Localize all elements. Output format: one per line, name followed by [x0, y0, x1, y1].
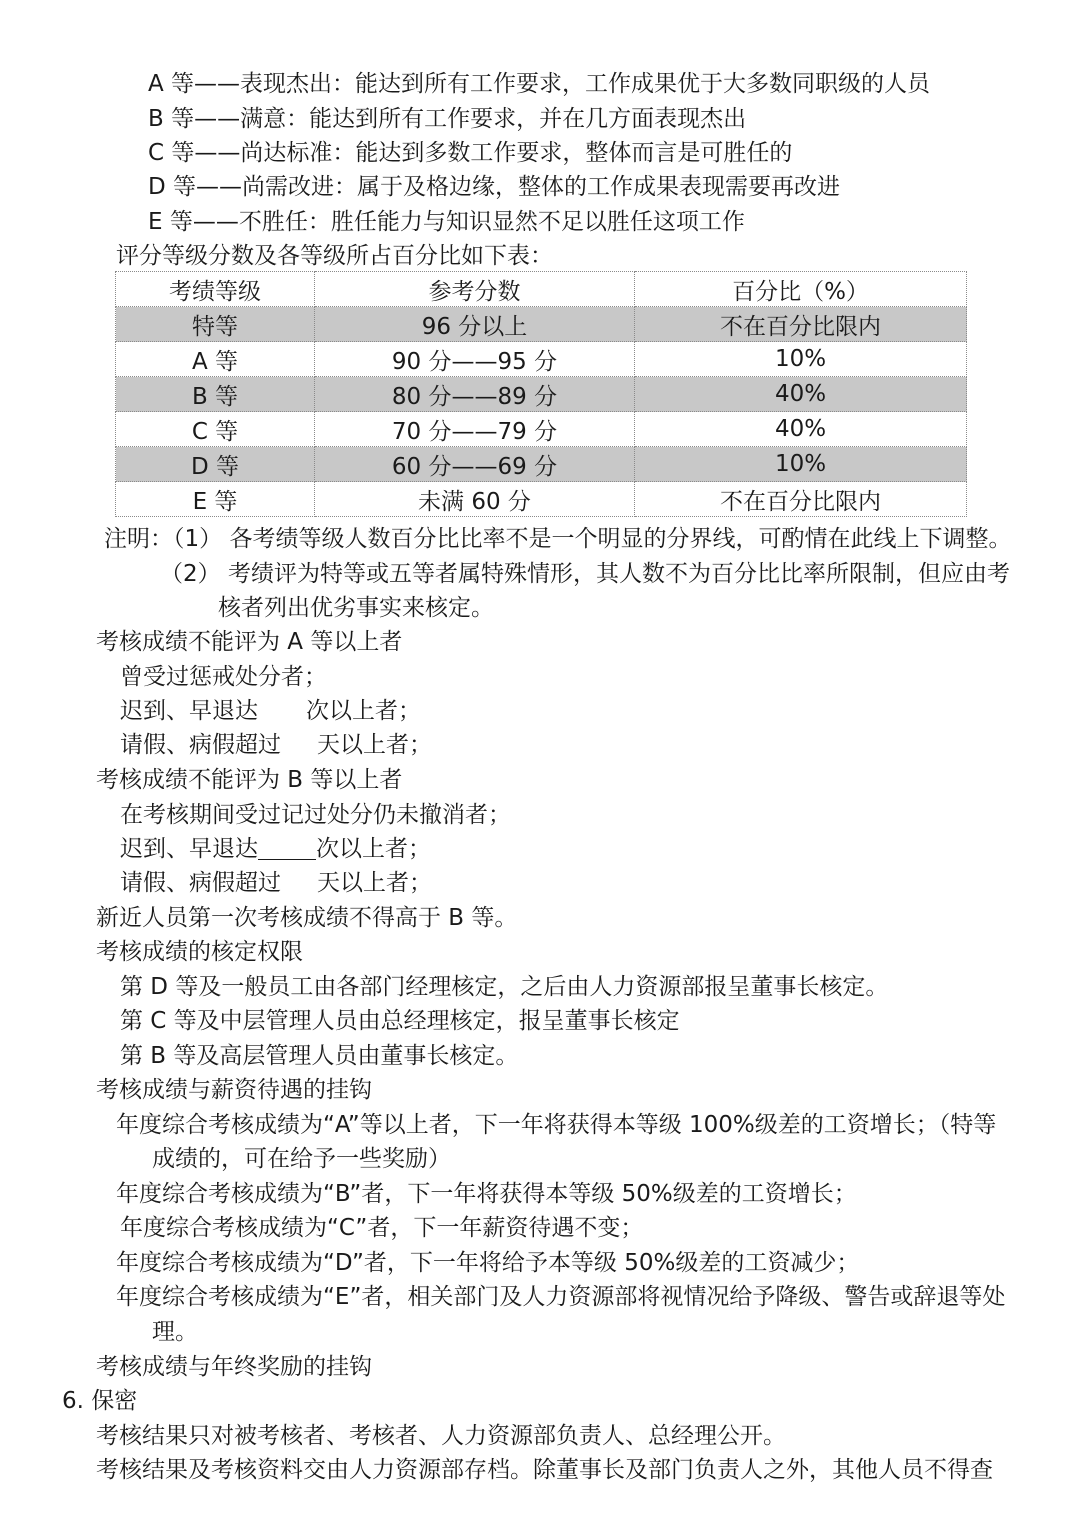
table-row — [116, 377, 967, 412]
section-heading: 考核成绩不能评为 A 等以上者 — [96, 629, 403, 655]
list-item: 第 B 等及高层管理人员由董事长核定。 — [120, 1043, 519, 1069]
table-cell: 90 分——95 分 — [315, 342, 635, 377]
list-item — [120, 730, 432, 760]
column-header: 考绩等级 — [116, 272, 315, 307]
section-heading: 考核成绩与年终奖励的挂钩 — [96, 1354, 372, 1380]
table-row — [116, 482, 967, 517]
table-row — [116, 307, 967, 342]
grade-definition: B 等——满意：能达到所有工作要求，并在几方面表现杰出 — [148, 106, 747, 132]
item-text: 天以上者； — [317, 870, 432, 896]
table-cell: 70 分——79 分 — [315, 412, 635, 447]
table-row — [116, 412, 967, 447]
grade-definition: D 等——尚需改进：属于及格边缘，整体的工作成果表现需要再改进 — [148, 174, 841, 200]
list-item — [120, 834, 431, 864]
table-intro: 评分等级分数及各等级所占百分比如下表： — [116, 243, 553, 269]
note-2-continued: 核者列出优劣事实来核定。 — [218, 595, 494, 621]
list-item: 年度综合考核成绩为“E”者，相关部门及人力资源部将视情况给予降级、警告或辞退等处 — [116, 1284, 1006, 1310]
newcomer-rule: 新近人员第一次考核成绩不得高于 B 等。 — [96, 905, 518, 931]
list-item — [120, 696, 421, 726]
grade-definition: C 等——尚达标准：能达到多数工作要求，整体而言是可胜任的 — [148, 140, 793, 166]
list-item: 第 C 等及中层管理人员由总经理核定，报呈董事长核定 — [120, 1008, 680, 1034]
column-header: 百分比（%） — [635, 272, 967, 307]
table-cell: 10% — [635, 447, 967, 482]
grade-definition: A 等——表现杰出：能达到所有工作要求，工作成果优于大多数同职级的人员 — [148, 71, 931, 97]
list-item — [120, 868, 432, 898]
item-text: 请假、病假超过 — [120, 870, 281, 896]
section-heading: 考核成绩的核定权限 — [96, 939, 303, 965]
list-item-continued: 成绩的，可在给予一些奖励） — [152, 1146, 451, 1172]
item-text: 天以上者； — [317, 732, 432, 758]
table-cell: 96 分以上 — [315, 307, 635, 342]
table-cell: E 等 — [116, 482, 315, 517]
note-1: 注明：（1） 各考绩等级人数百分比比率不是一个明显的分界线，可酌情在此线上下调整。 — [104, 526, 1012, 552]
table-cell: A 等 — [116, 342, 315, 377]
grade-definition: E 等——不胜任：胜任能力与知识显然不足以胜任这项工作 — [148, 209, 745, 235]
list-item: 第 D 等及一般员工由各部门经理核定，之后由人力资源部报呈董事长核定。 — [120, 974, 889, 1000]
table-cell: 特等 — [116, 307, 315, 342]
table-cell: D 等 — [116, 447, 315, 482]
table-cell: 未满 60 分 — [315, 482, 635, 517]
paragraph: 考核结果只对被考核者、考核者、人力资源部负责人、总经理公开。 — [96, 1423, 786, 1449]
table-cell: 10% — [635, 342, 967, 377]
table-header-row — [116, 272, 967, 307]
list-item: 在考核期间受过记过处分仍未撤消者； — [120, 802, 511, 828]
table-row — [116, 342, 967, 377]
section-heading: 6. 保密 — [62, 1388, 138, 1414]
section-heading: 考核成绩与薪资待遇的挂钩 — [96, 1077, 372, 1103]
table-row — [116, 447, 967, 482]
item-text: 迟到、早退达 — [120, 698, 258, 724]
table-cell: C 等 — [116, 412, 315, 447]
grade-table — [115, 271, 967, 517]
fill-in-blank — [258, 837, 316, 860]
table-cell: 60 分——69 分 — [315, 447, 635, 482]
table-cell: 不在百分比限内 — [635, 482, 967, 517]
paragraph: 考核结果及考核资料交由人力资源部存档。除董事长及部门负责人之外，其他人员不得查 — [96, 1457, 993, 1483]
table-cell: 不在百分比限内 — [635, 307, 967, 342]
list-item: 年度综合考核成绩为“C”者，下一年薪资待遇不变； — [120, 1215, 644, 1241]
item-text: 请假、病假超过 — [120, 732, 281, 758]
table-cell: 80 分——89 分 — [315, 377, 635, 412]
item-text: 次以上者； — [306, 698, 421, 724]
note-2: （2） 考绩评为特等或五等者属特殊情形，其人数不为百分比比率所限制，但应由考 — [160, 561, 1010, 587]
table-cell: B 等 — [116, 377, 315, 412]
section-heading: 考核成绩不能评为 B 等以上者 — [96, 767, 403, 793]
list-item: 年度综合考核成绩为“D”者，下一年将给予本等级 50%级差的工资减少； — [116, 1250, 860, 1276]
table-cell: 40% — [635, 377, 967, 412]
item-text: 迟到、早退达 — [120, 836, 258, 862]
list-item: 年度综合考核成绩为“B”者，下一年将获得本等级 50%级差的工资增长； — [116, 1181, 857, 1207]
list-item: 曾受过惩戒处分者； — [120, 664, 327, 690]
list-item: 年度综合考核成绩为“A”等以上者，下一年将获得本等级 100%级差的工资增长；（特等 — [116, 1112, 997, 1138]
column-header: 参考分数 — [315, 272, 635, 307]
list-item-continued: 理。 — [152, 1319, 198, 1345]
item-text: 次以上者； — [316, 836, 431, 862]
table-cell: 40% — [635, 412, 967, 447]
